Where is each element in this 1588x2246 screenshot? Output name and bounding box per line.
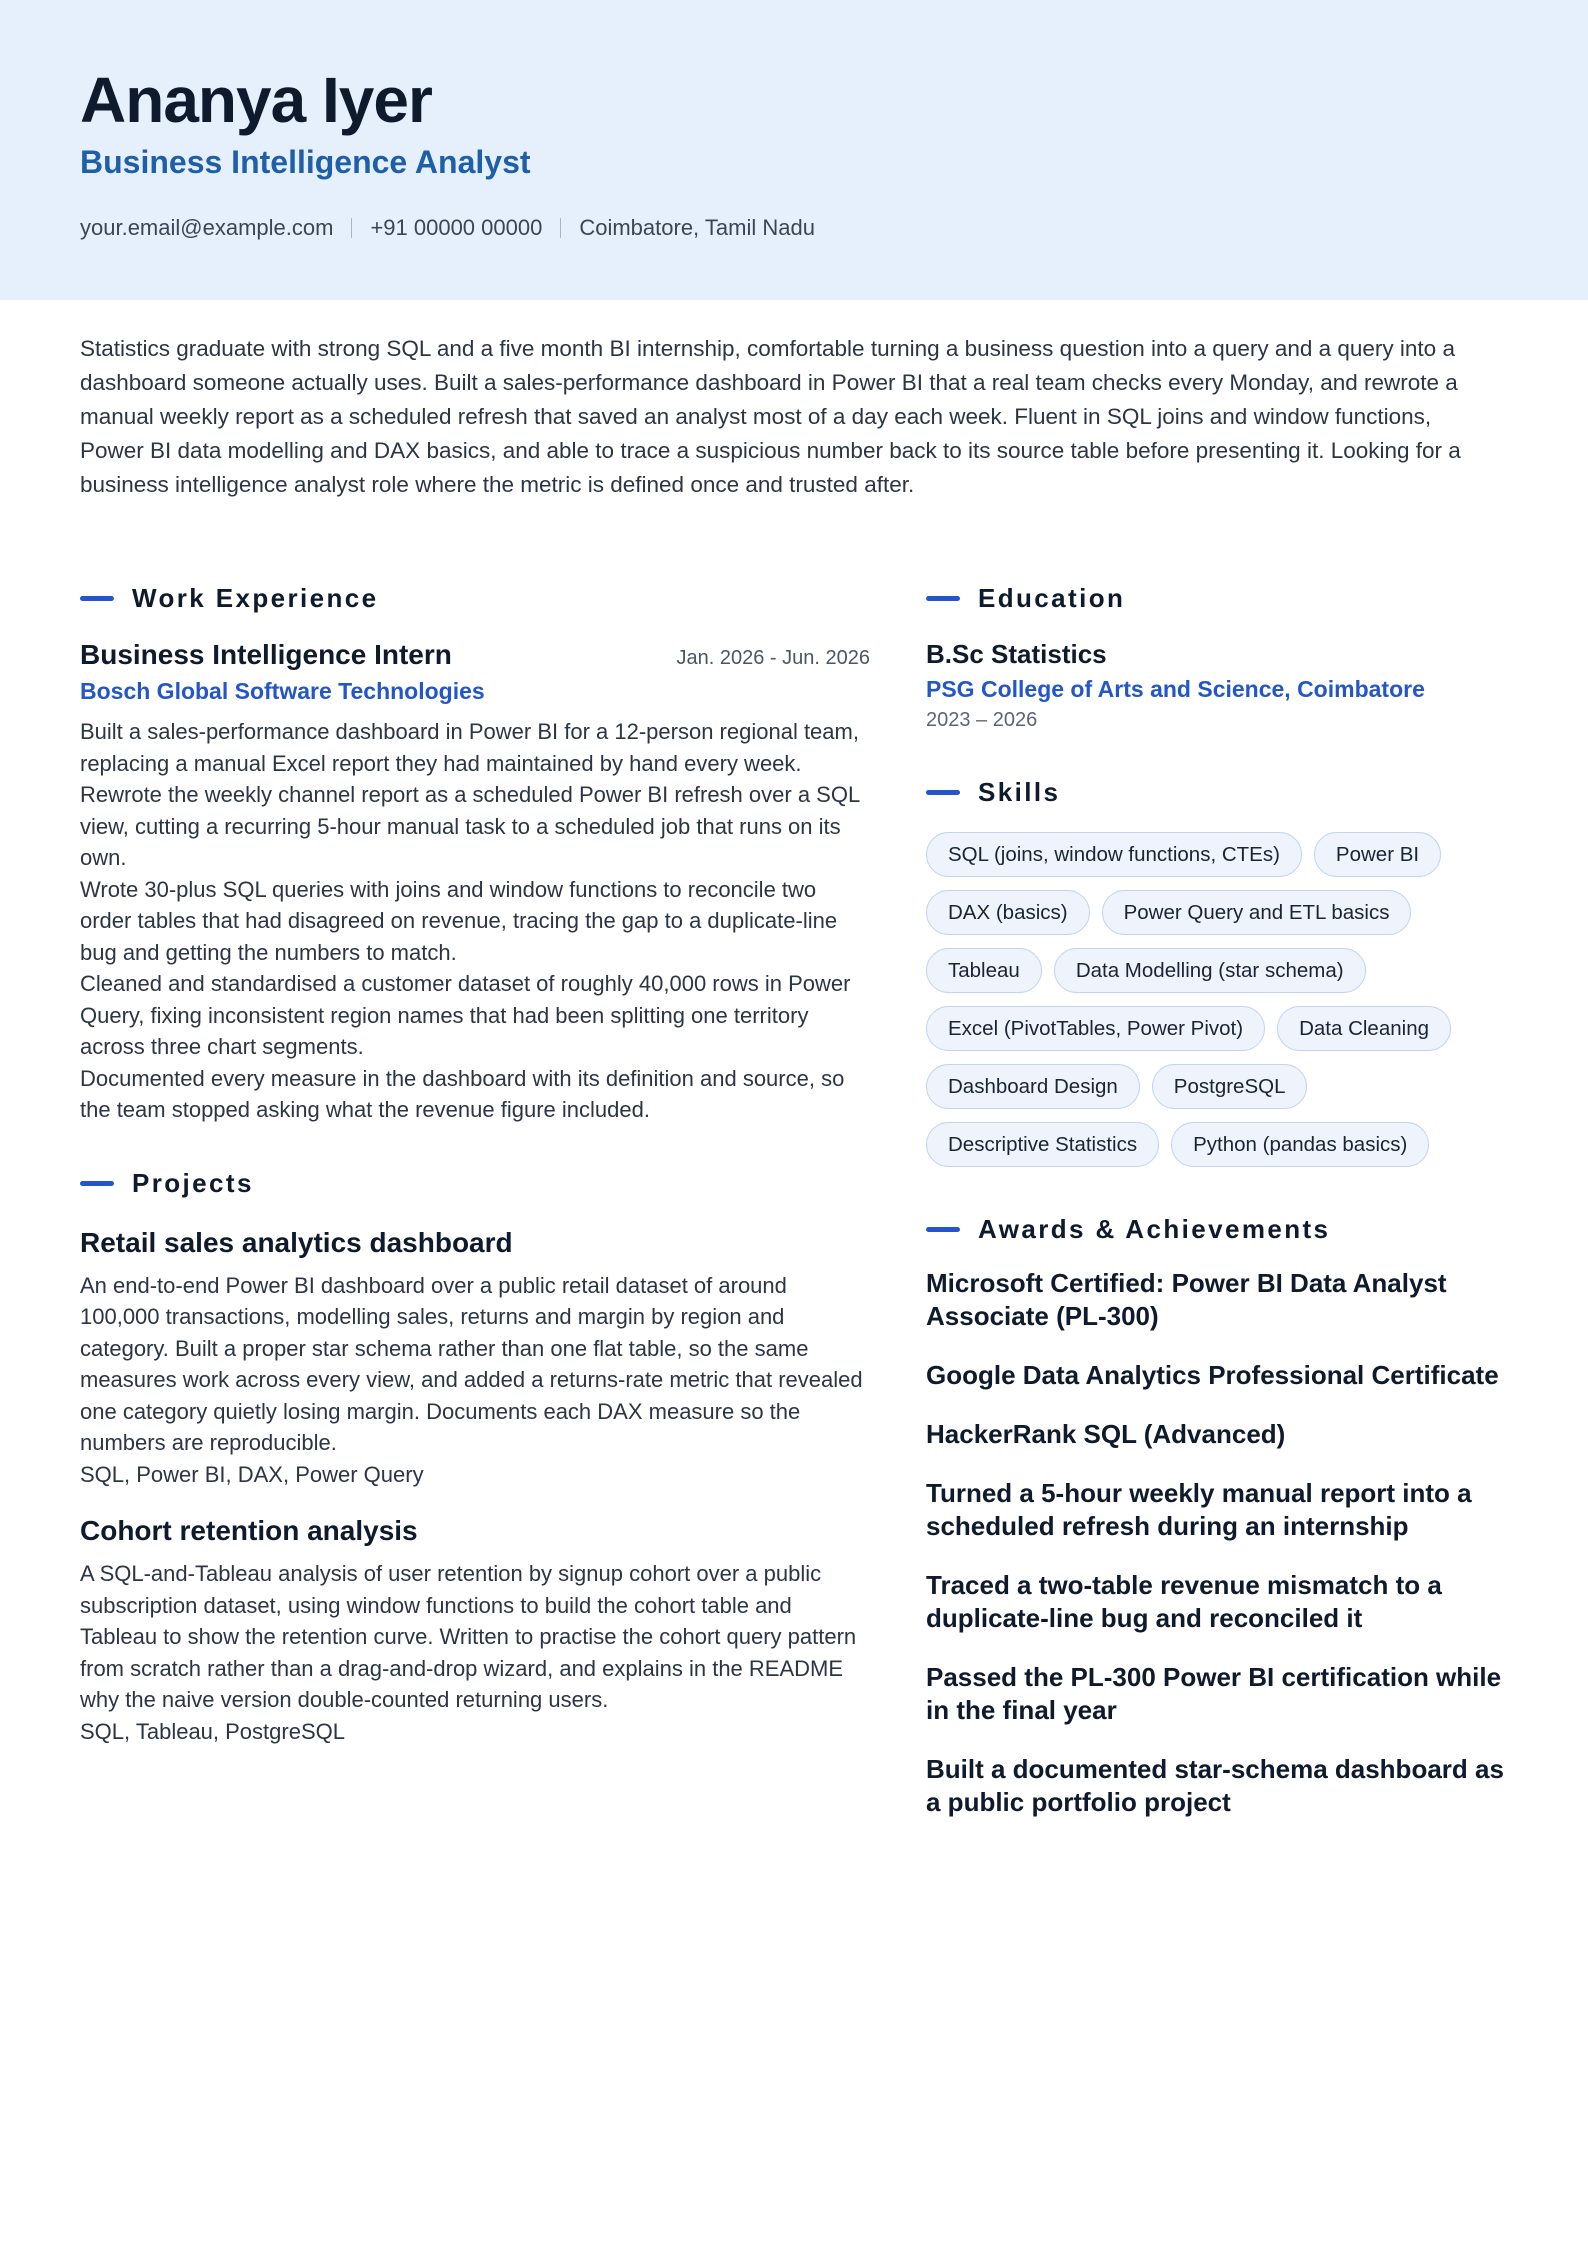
heading-accent-bar <box>926 1227 960 1232</box>
left-column <box>80 580 870 1747</box>
work-bullet: Documented every measure in the dashboard with its definition and source, so the team stopped asking what the revenue figure included. <box>80 1065 845 1122</box>
skill-chip: Python (pandas basics) <box>1171 1122 1429 1167</box>
award-item: HackerRank SQL (Advanced) <box>926 1419 1286 1449</box>
work-title: Business Intelligence Intern <box>80 639 452 670</box>
skill-chip: Power BI <box>1314 832 1441 877</box>
skill-chip: Excel (PivotTables, Power Pivot) <box>926 1006 1265 1051</box>
project-item <box>80 1512 870 1747</box>
skill-chip: Power Query and ETL basics <box>1102 890 1412 935</box>
award-item: Traced a two-table revenue mismatch to a duplicate-line bug and reconciled it <box>926 1570 1442 1633</box>
project-item <box>80 1224 870 1491</box>
candidate-name: Ananya Iyer <box>80 64 432 136</box>
education-school: PSG College of Arts and Science, Coimbatore <box>926 676 1425 702</box>
section-title: Education <box>978 582 1126 613</box>
work-bullet: Built a sales-performance dashboard in Power BI for a 12-person regional team, replacing a manual Excel report they had maintained by hand every week. <box>80 719 859 776</box>
award-item: Turned a 5-hour weekly manual report into a scheduled refresh during an internship <box>926 1478 1472 1541</box>
education-years: 2023 – 2026 <box>926 709 1038 731</box>
project-tags: SQL, Tableau, PostgreSQL <box>80 1718 345 1744</box>
skill-chip: SQL (joins, window functions, CTEs) <box>926 832 1302 877</box>
separator <box>351 218 352 238</box>
work-dates: Jan. 2026 - Jun. 2026 <box>676 647 870 669</box>
award-item: Built a documented star-schema dashboard as a public portfolio project <box>926 1754 1504 1817</box>
education-degree: B.Sc Statistics <box>926 639 1107 669</box>
work-bullet: Wrote 30-plus SQL queries with joins and window functions to reconcile two order tables that had disagreed on revenue, tracing the gap to a duplicate-line bug and getting the numbers to match. <box>80 876 838 965</box>
section-heading-work <box>80 580 870 616</box>
skill-chip: DAX (basics) <box>926 890 1090 935</box>
heading-accent-bar <box>926 596 960 601</box>
project-title: Retail sales analytics dashboard <box>80 1226 513 1258</box>
awards-list <box>926 1267 1516 1819</box>
job-title: Business Intelligence Analyst <box>80 144 531 180</box>
section-heading-projects <box>80 1166 870 1202</box>
section-title: Awards & Achievements <box>978 1213 1331 1244</box>
skill-chip: Data Cleaning <box>1277 1006 1451 1051</box>
skill-chip: PostgreSQL <box>1152 1064 1308 1109</box>
summary: Statistics graduate with strong SQL and a five month BI internship, comfortable turning a business question into a query and a query into a dashboard someone actually uses. Built a sales-performance dashboard in Power BI that a real team checks every Monday, and rewrote a manual weekly report as a scheduled refresh that saved an analyst most of a day each week. Fluent in SQL joins and window functions, Power BI data modelling and DAX basics, and able to trace a suspicious number back to its source table before presenting it. Looking for a business intelligence analyst role where the metric is defined once and trusted after. <box>80 336 1461 497</box>
award-item: Google Data Analytics Professional Certificate <box>926 1360 1499 1390</box>
work-bullets <box>80 716 870 1126</box>
section-title: Work Experience <box>132 582 379 613</box>
work-bullet: Rewrote the weekly channel report as a scheduled Power BI refresh over a SQL view, cutting a recurring 5-hour manual task to a scheduled job that runs on its own. <box>80 782 860 870</box>
section-heading-education <box>926 580 1516 616</box>
contact-line <box>80 212 815 244</box>
heading-accent-bar <box>80 596 114 601</box>
section-heading-awards <box>926 1211 1516 1247</box>
email[interactable]: your.email@example.com <box>80 215 334 240</box>
work-item <box>80 636 870 1126</box>
project-tags: SQL, Power BI, DAX, Power Query <box>80 1461 424 1487</box>
award-item: Passed the PL-300 Power BI certification while in the final year <box>926 1662 1502 1725</box>
location: Coimbatore, Tamil Nadu <box>579 215 815 240</box>
project-description: A SQL-and-Tableau analysis of user retention by signup cohort over a public subscription dataset, using window functions to build the cohort table and Tableau to show the retention curve. Written to practise the cohort query pattern from scratch rather than a drag-and-drop wizard, and explains in the README why the naive version double-counted returning users. <box>80 1561 857 1712</box>
award-item: Microsoft Certified: Power BI Data Analyst Associate (PL-300) <box>926 1268 1447 1331</box>
section-title: Skills <box>978 776 1061 807</box>
work-company: Bosch Global Software Technologies <box>80 678 485 704</box>
project-title: Cohort retention analysis <box>80 1515 418 1546</box>
phone[interactable]: +91 00000 00000 <box>370 215 543 240</box>
education-item <box>926 636 1516 734</box>
heading-accent-bar <box>926 790 960 795</box>
section-heading-skills <box>926 774 1516 810</box>
skill-chip: Data Modelling (star schema) <box>1054 948 1366 993</box>
header-banner <box>0 0 1588 300</box>
skill-chip: Dashboard Design <box>926 1064 1140 1109</box>
work-bullet: Cleaned and standardised a customer dataset of roughly 40,000 rows in Power Query, fixing inconsistent region names that had been splitting one territory across three chart segments. <box>80 971 851 1059</box>
heading-accent-bar <box>80 1181 114 1186</box>
separator <box>560 218 561 238</box>
skill-chip: Tableau <box>926 948 1042 993</box>
skills-list <box>926 832 1516 1167</box>
section-title: Projects <box>132 1168 254 1198</box>
project-description: An end-to-end Power BI dashboard over a public retail dataset of around 100,000 transactions, modelling sales, returns and margin by region and category. Built a proper star schema rather than one flat table, so the same measures work across every view, and added a returns-rate metric that revealed one category quietly losing margin. Documents each DAX measure so the numbers are reproducible. <box>80 1272 863 1455</box>
skill-chip: Descriptive Statistics <box>926 1122 1159 1167</box>
right-column <box>926 580 1516 1819</box>
